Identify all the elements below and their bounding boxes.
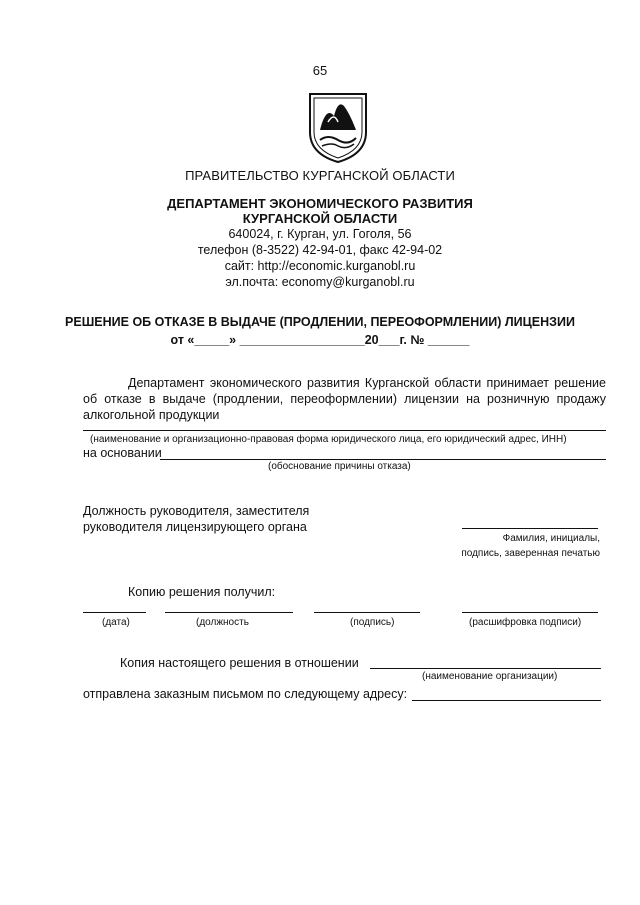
receipt-name-field[interactable] bbox=[462, 612, 598, 613]
basis-field[interactable] bbox=[160, 459, 606, 460]
website: сайт: http://economic.kurganobl.ru bbox=[224, 259, 416, 273]
receipt-date-caption: (дата) bbox=[102, 617, 130, 628]
receipt-position-field[interactable] bbox=[165, 612, 293, 613]
coat-of-arms-emblem bbox=[304, 92, 372, 164]
signature-caption-line1: Фамилия, инициалы, bbox=[502, 533, 600, 544]
signature-caption bbox=[420, 531, 600, 561]
basis-caption: (обоснование причины отказа) bbox=[268, 461, 411, 472]
email: эл.почта: economy@kurganobl.ru bbox=[225, 275, 415, 289]
document-title: РЕШЕНИЕ ОБ ОТКАЗЕ В ВЫДАЧЕ (ПРОДЛЕНИИ, ПЕРЕОФОРМЛЕНИИ) ЛИЦЕНЗИИ bbox=[65, 315, 575, 329]
basis-label: на основании bbox=[83, 446, 162, 460]
receipt-name-caption: (расшифровка подписи) bbox=[469, 617, 582, 628]
department-name-line2: КУРГАНСКОЙ ОБЛАСТИ bbox=[242, 211, 398, 226]
address-label: отправлена заказным письмом по следующему адресу: bbox=[83, 687, 408, 701]
decision-text: Департамент экономического развития Курганской области принимает решение об отказе в выдаче (продлении, переоформлении) лицензии на розничную продажу алкогольной продукции bbox=[83, 376, 606, 422]
phone-fax: телефон (8-3522) 42-94-01, факс 42-94-02 bbox=[197, 243, 443, 257]
receipt-position-caption: (должность bbox=[196, 617, 249, 628]
department-contacts bbox=[0, 226, 640, 290]
copy-sent-label: Копия настоящего решения в отношении bbox=[120, 656, 359, 670]
signature-field[interactable] bbox=[462, 528, 598, 529]
organization-field[interactable] bbox=[370, 668, 601, 669]
postal-address: 640024, г. Курган, ул. Гоголя, 56 bbox=[228, 227, 412, 241]
decision-paragraph bbox=[83, 375, 606, 423]
entity-name-caption: (наименование и организационно-правовая форма юридического лица, его юридический адрес, ИНН) bbox=[90, 434, 567, 445]
entity-name-field[interactable] bbox=[83, 430, 606, 431]
signatory-position-line2: руководителя лицензирующего органа bbox=[83, 520, 307, 534]
organization-caption: (наименование организации) bbox=[422, 671, 558, 682]
signature-caption-line2: подпись, заверенная печатью bbox=[461, 548, 600, 559]
receipt-date-field[interactable] bbox=[83, 612, 146, 613]
signatory-position bbox=[83, 503, 309, 535]
date-number-line: от «_____» __________________20___г. № ______ bbox=[170, 333, 470, 347]
page-number: 65 bbox=[312, 63, 328, 78]
receipt-signature-caption: (подпись) bbox=[350, 617, 395, 628]
department-name-line1: ДЕПАРТАМЕНТ ЭКОНОМИЧЕСКОГО РАЗВИТИЯ bbox=[167, 196, 473, 211]
address-field[interactable] bbox=[412, 700, 601, 701]
receipt-signature-field[interactable] bbox=[314, 612, 420, 613]
receipt-label: Копию решения получил: bbox=[128, 585, 276, 599]
government-name: ПРАВИТЕЛЬСТВО КУРГАНСКОЙ ОБЛАСТИ bbox=[185, 168, 455, 183]
signatory-position-line1: Должность руководителя, заместителя bbox=[83, 504, 310, 518]
department-name bbox=[0, 196, 640, 226]
